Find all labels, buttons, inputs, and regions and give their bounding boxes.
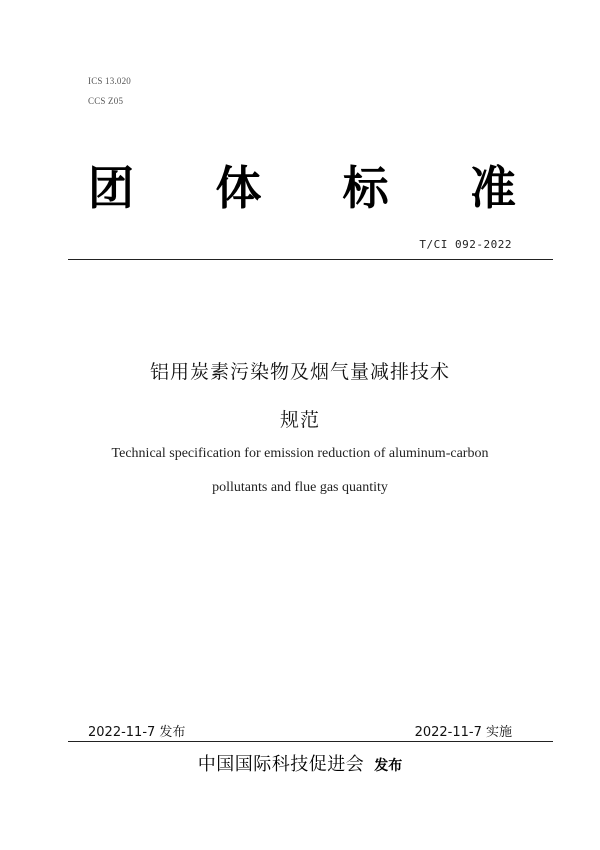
publisher-name: 中国国际科技促进会 — [197, 754, 365, 775]
document-category-title — [88, 158, 516, 218]
title-char-3: 标 — [342, 161, 389, 215]
publisher-suffix: 发布 — [374, 758, 403, 774]
implement-date: 2022-11-7 实施 — [414, 725, 512, 740]
standard-code: T/CI 092-2022 — [419, 238, 512, 251]
publish-date: 2022-11-7 发布 — [88, 725, 186, 740]
english-title-line-2: pollutants and flue gas quantity — [212, 480, 388, 495]
ics-code: ICS 13.020 — [88, 76, 132, 86]
bottom-divider — [68, 741, 553, 742]
chinese-title-line-1: 铝用炭素污染物及烟气量减排技术 — [149, 361, 450, 383]
title-char-1: 团 — [88, 161, 134, 215]
title-char-4: 准 — [469, 161, 516, 215]
publisher-line — [0, 750, 600, 776]
chinese-title-line-2: 规范 — [279, 409, 320, 431]
top-divider — [68, 259, 553, 260]
ccs-code: CCS Z05 — [88, 96, 124, 106]
english-title-line-1: Technical specification for emission reduction of aluminum-carbon — [111, 446, 489, 461]
title-char-2: 体 — [215, 161, 262, 215]
